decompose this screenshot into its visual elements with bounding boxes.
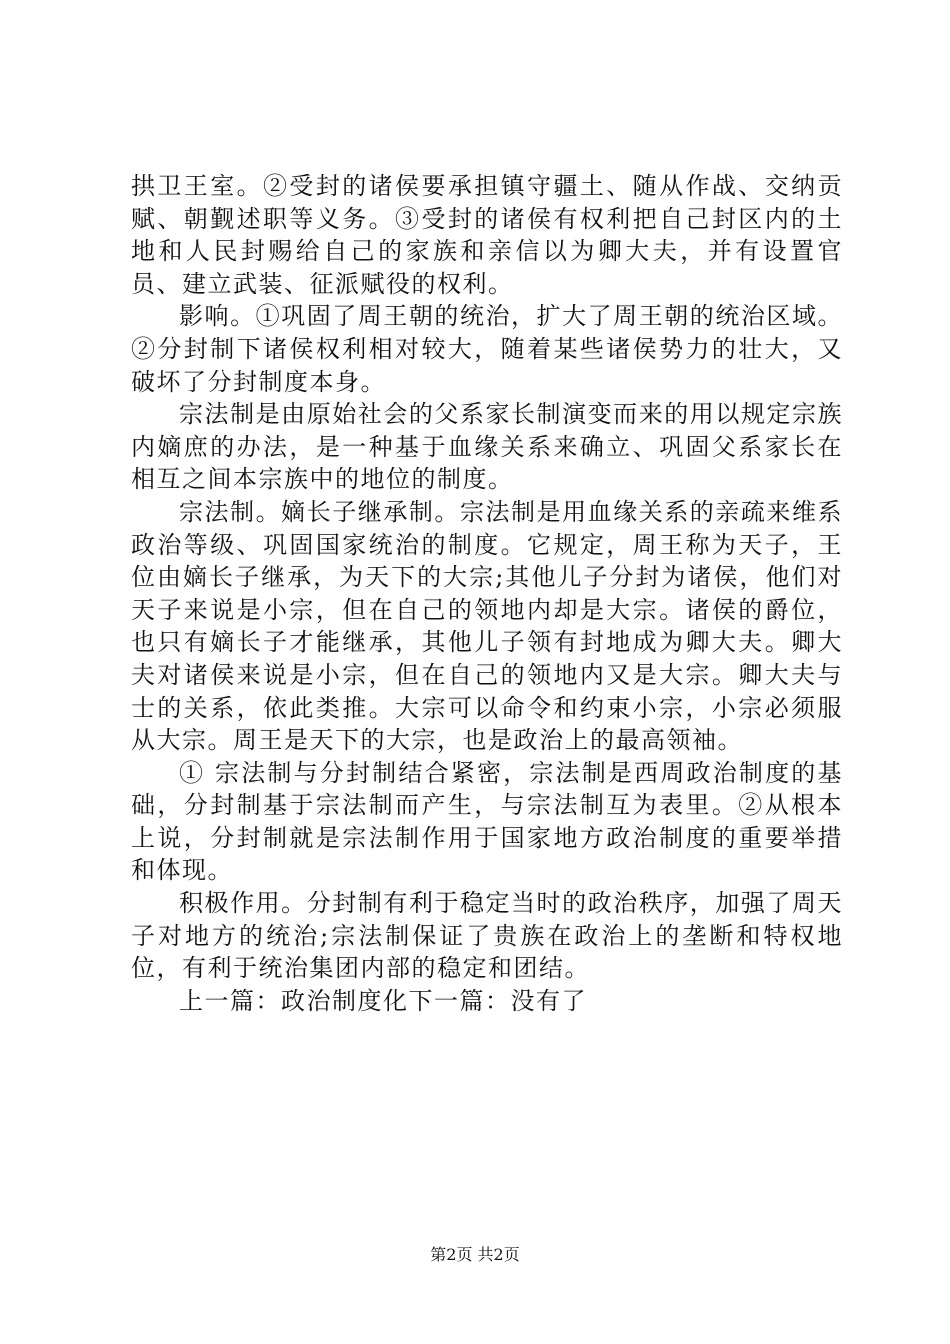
paragraph-continuation: 拱卫王室。②受封的诸侯要承担镇守疆土、随从作战、交纳贡赋、朝觐述职等义务。③受封的诸侯有权利把自己封区内的土地和人民封赐给自己的家族和亲信以为卿大夫，并有设置官员、建立武装、征派赋役的权利。 — [131, 172, 843, 298]
page-number-footer: 第2页 共2页 — [430, 1245, 520, 1264]
document-body — [131, 170, 843, 1017]
paragraph-zongfa-definition: 宗法制是由原始社会的父系家长制演变而来的用以规定宗族内嫡庶的办法，是一种基于血缘关系来确立、巩固父系家长在相互之间本宗族中的地位的制度。 — [131, 400, 843, 494]
paragraph-relationship: ① 宗法制与分封制结合紧密，宗法制是西周政治制度的基础，分封制基于宗法制而产生，与宗法制互为表里。②从根本上说，分封制就是宗法制作用于国家地方政治制度的重要举措和体现。 — [131, 758, 843, 885]
paragraph-positive-effect: 积极作用。分封制有利于稳定当时的政治秩序，加强了周天子对地方的统治;宗法制保证了贵族在政治上的垄断和特权地位，有利于统治集团内部的稳定和团结。 — [131, 889, 843, 983]
prev-next-navigation: 上一篇：政治制度化下一篇：没有了 — [179, 986, 587, 1015]
paragraph-influence: 影响。①巩固了周王朝的统治，扩大了周王朝的统治区域。②分封制下诸侯权利相对较大，随着某些诸侯势力的壮大，又破坏了分封制度本身。 — [131, 302, 843, 396]
paragraph-zongfa-system: 宗法制。嫡长子继承制。宗法制是用血缘关系的亲疏来维系政治等级、巩固国家统治的制度。它规定，周王称为天子，王位由嫡长子继承，为天下的大宗;其他儿子分封为诸侯，他们对天子来说是小宗，但在自己的领地内却是大宗。诸侯的爵位，也只有嫡长子才能继承，其他儿子领有封地成为卿大夫。卿大夫对诸侯来说是小宗，但在自己的领地内又是大宗。卿大夫与士的关系，依此类推。大宗可以命令和约束小宗，小宗必须服从大宗。周王是天下的大宗，也是政治上的最高领袖。 — [131, 497, 843, 755]
